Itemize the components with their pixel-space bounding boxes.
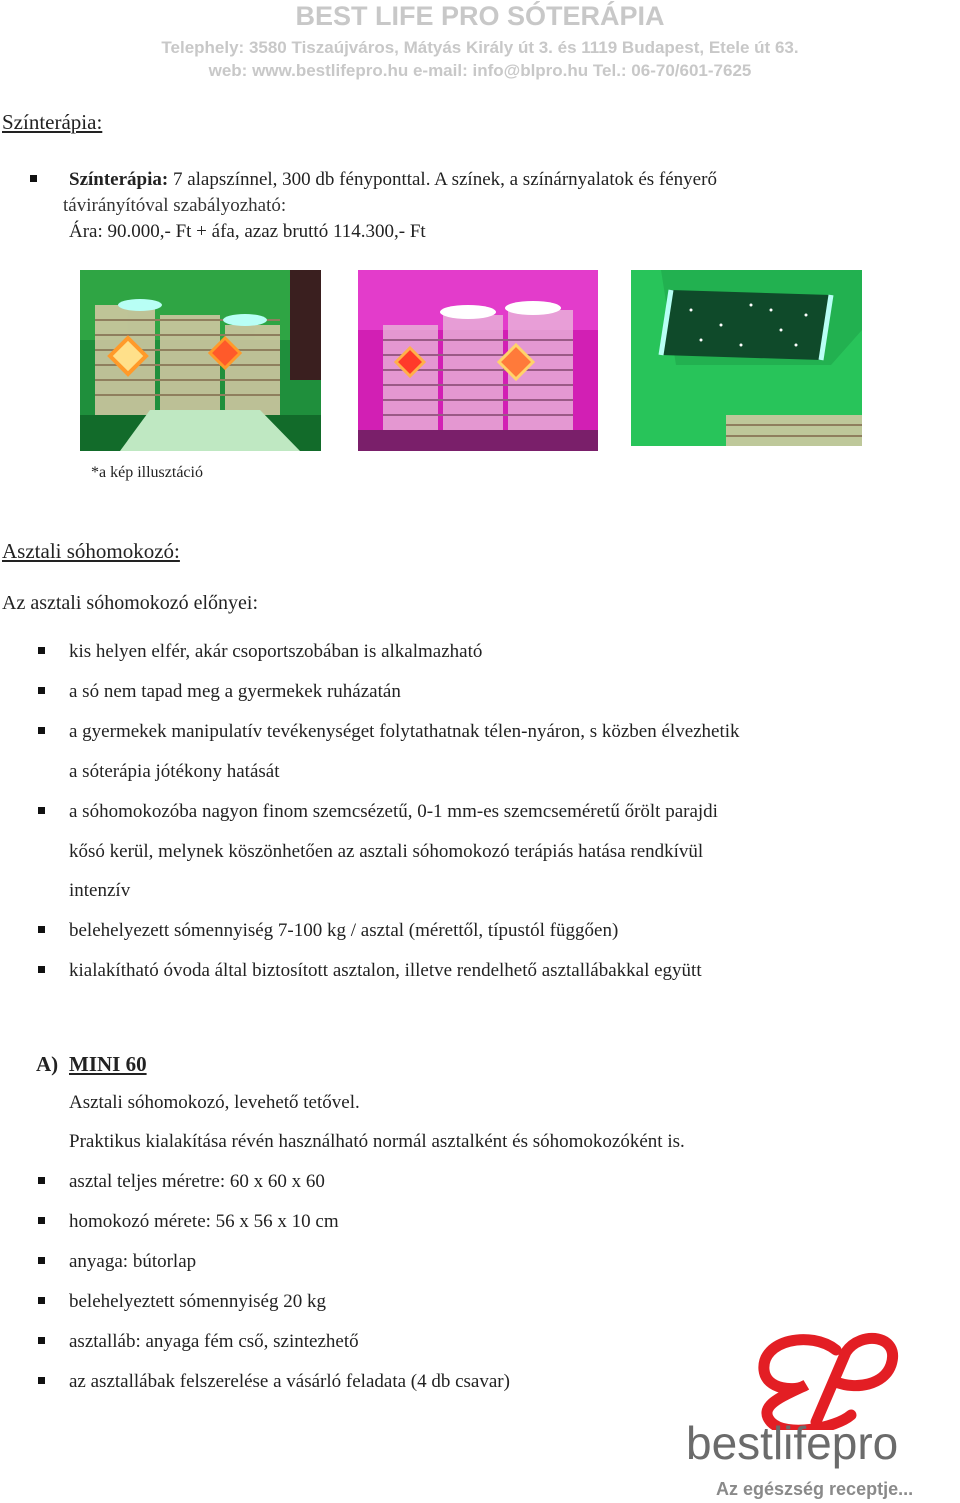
szinterapia-item-text-2: távirányítóval szabályozható: <box>63 195 287 216</box>
ep-monogram-icon <box>686 1330 958 1430</box>
logo-wordmark-pro: pro <box>831 1417 899 1469</box>
szinterapia-item-label: Színterápia: <box>69 169 169 190</box>
logo-tagline: Az egészség receptje... <box>716 1479 914 1499</box>
advantage-item: a só nem tapad meg a gyermekek ruházatán <box>69 681 401 702</box>
advantage-item-continued: intenzív <box>69 880 131 901</box>
product-letter: A) <box>36 1052 59 1076</box>
bullet-icon <box>38 647 45 654</box>
advantage-item: a gyermekek manipulatív tevékenységet folytathatnak télen-nyáron, s közben élvezhetik <box>69 721 740 742</box>
company-title: BEST LIFE PRO SÓTERÁPIA <box>295 1 665 31</box>
photo-magenta-salt-room <box>358 270 598 451</box>
bullet-icon <box>38 687 45 694</box>
spec-item: anyaga: bútorlap <box>69 1251 197 1272</box>
product-desc-1: Asztali sóhomokozó, levehető tetővel. <box>69 1092 360 1113</box>
photo-starry-ceiling <box>631 270 862 446</box>
spec-item: asztal teljes méretre: 60 x 60 x 60 <box>69 1171 325 1192</box>
spec-item: belehelyeztett sómennyiség 20 kg <box>69 1291 326 1312</box>
section-heading-sohomokozo: Asztali sóhomokozó: <box>2 539 180 563</box>
advantage-item-continued: a sóterápia jótékony hatását <box>69 761 280 782</box>
logo-wordmark <box>686 1418 898 1468</box>
company-address: Telephely: 3580 Tiszaújváros, Mátyás Király út 3. és 1119 Budapest, Etele út 63. <box>161 38 799 57</box>
company-contact: web: www.bestlifepro.hu e-mail: info@blpro.hu Tel.: 06-70/601-7625 <box>208 61 752 80</box>
bullet-icon <box>38 1257 45 1264</box>
bestlifepro-logo <box>686 1330 958 1500</box>
advantage-item: a sóhomokozóba nagyon finom szemcsézetű, 0-1 mm-es szemcseméretű őrölt parajdi <box>69 801 718 822</box>
bullet-icon <box>38 926 45 933</box>
bullet-icon <box>38 1297 45 1304</box>
bullet-icon <box>30 175 37 182</box>
logo-wordmark-bestlife: bestlife <box>686 1417 832 1469</box>
bullet-icon <box>38 1377 45 1384</box>
advantage-item-continued: kősó kerül, melynek köszönhetően az asztali sóhomokozó terápiás hatása rendkívül <box>69 841 704 862</box>
advantages-subheading: Az asztali sóhomokozó előnyei: <box>2 592 259 614</box>
spec-item: asztalláb: anyaga fém cső, szintezhető <box>69 1331 359 1352</box>
szinterapia-item-text: 7 alapszínnel, 300 db fényponttal. A színek, a színárnyalatok és fényerő <box>168 169 717 190</box>
product-title: MINI 60 <box>69 1052 147 1076</box>
bullet-icon <box>38 807 45 814</box>
advantage-item: kialakítható óvoda által biztosított asztalon, illetve rendelhető asztallábakkal együtt <box>69 960 702 981</box>
section-heading-szinterapia: Színterápia: <box>2 110 103 134</box>
bullet-icon <box>38 1337 45 1344</box>
image-caption: *a kép illusztáció <box>91 464 203 481</box>
advantage-item: belehelyezett sómennyiség 7-100 kg / asztal (mérettől, típustól függően) <box>69 920 619 941</box>
advantage-item: kis helyen elfér, akár csoportszobában is alkalmazható <box>69 641 483 662</box>
bullet-icon <box>38 727 45 734</box>
spec-item: az asztallábak felszerelése a vásárló feladata (4 db csavar) <box>69 1371 510 1392</box>
szinterapia-price: Ára: 90.000,- Ft + áfa, azaz bruttó 114.300,- Ft <box>69 221 426 242</box>
photo-green-salt-room <box>80 270 321 451</box>
product-desc-2: Praktikus kialakítása révén használható normál asztalként és sóhomokozóként is. <box>69 1131 685 1152</box>
bullet-icon <box>38 1177 45 1184</box>
bullet-icon <box>38 966 45 973</box>
bullet-icon <box>38 1217 45 1224</box>
szinterapia-item <box>69 168 717 192</box>
spec-item: homokozó mérete: 56 x 56 x 10 cm <box>69 1211 339 1232</box>
